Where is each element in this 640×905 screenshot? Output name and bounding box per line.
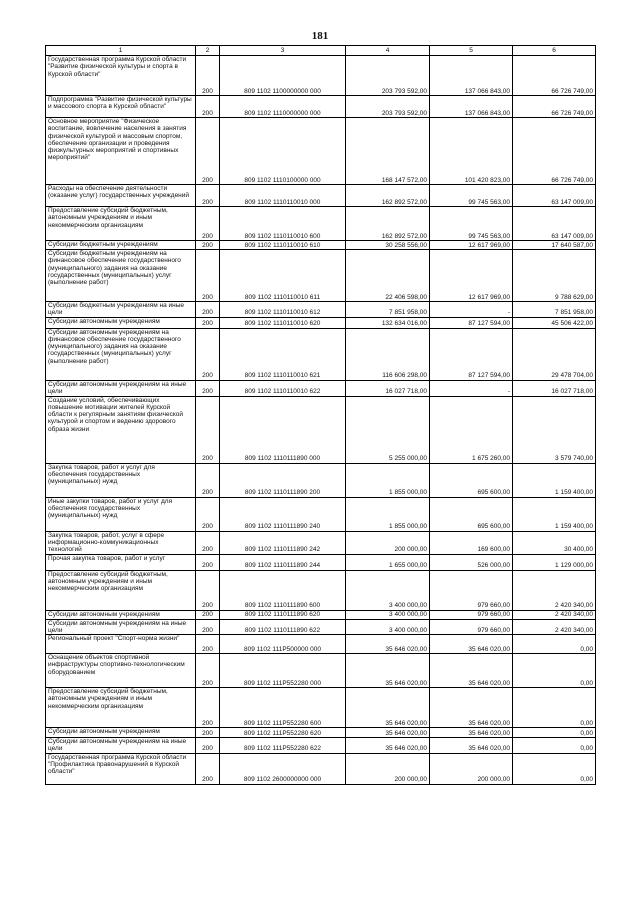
row-classification-code: 809 1102 1110110010 611	[220, 250, 346, 302]
row-name: Создание условий, обеспечивающих повышение мотивации жителей Курской области к регулярным занятиям физической культурой и спортом и ведению здорового образа жизни	[46, 396, 196, 463]
row-value-3: 66 726 749,00	[513, 56, 596, 96]
row-line-code: 200	[196, 328, 220, 380]
table-row	[46, 185, 596, 207]
row-value-3: 1 159 400,00	[513, 497, 596, 531]
table-row	[46, 738, 596, 754]
row-value-1: 5 255 000,00	[346, 396, 430, 463]
row-classification-code: 809 1102 1110111890 200	[220, 463, 346, 497]
row-value-2: 169 600,00	[430, 531, 513, 554]
row-value-1: 203 793 592,00	[346, 56, 430, 96]
row-name: Оснащение объектов спортивной инфраструктуры спортивно-технологическим оборудованием	[46, 654, 196, 688]
row-line-code: 200	[196, 56, 220, 96]
row-name: Субсидии автономным учреждениям на иные цели	[46, 619, 196, 635]
row-line-code: 200	[196, 302, 220, 318]
column-header: 3	[220, 46, 346, 56]
row-name: Основное мероприятие "Физическое воспитание, вовлечение населения в занятия физической культурой и массовым спортом, обеспечение организации и проведения физкультурных мероприятий и спортивных мероприятий"	[46, 118, 196, 185]
row-value-2: 1 675 260,00	[430, 396, 513, 463]
row-name: Субсидии автономным учреждениям	[46, 728, 196, 738]
row-classification-code: 809 1102 1110110010 622	[220, 380, 346, 396]
table-row	[46, 619, 596, 635]
row-classification-code: 809 1102 1110110010 612	[220, 302, 346, 318]
row-value-3: 29 478 704,00	[513, 328, 596, 380]
row-name: Региональный проект "Спорт-норма жизни"	[46, 635, 196, 654]
row-value-1: 162 892 572,00	[346, 207, 430, 241]
row-line-code: 200	[196, 118, 220, 185]
row-value-3: 63 147 009,00	[513, 207, 596, 241]
row-line-code: 200	[196, 619, 220, 635]
row-name: Предоставление субсидий бюджетным, автономным учреждениям и иным некоммерческим организациям	[46, 207, 196, 241]
row-value-2: 695 600,00	[430, 497, 513, 531]
row-line-code: 200	[196, 396, 220, 463]
row-line-code: 200	[196, 635, 220, 654]
row-value-2: 87 127 594,00	[430, 328, 513, 380]
row-value-1: 200 000,00	[346, 753, 430, 784]
row-value-3: 1 159 400,00	[513, 463, 596, 497]
row-value-2: 35 646 020,00	[430, 688, 513, 728]
row-classification-code: 809 1102 1110110010 000	[220, 185, 346, 207]
row-line-code: 200	[196, 570, 220, 610]
table-header-row	[46, 46, 596, 56]
row-name: Субсидии автономным учреждениям на финансовое обеспечение государственного (муниципального) задания на оказание государственных (муниципальных) услуг (выполнение работ)	[46, 328, 196, 380]
row-value-2: 12 617 969,00	[430, 241, 513, 250]
table-row	[46, 56, 596, 96]
table-row	[46, 317, 596, 328]
row-value-1: 22 406 598,00	[346, 250, 430, 302]
table-row	[46, 96, 596, 118]
table-row	[46, 531, 596, 554]
row-line-code: 200	[196, 463, 220, 497]
row-value-1: 132 634 016,00	[346, 317, 430, 328]
column-header: 5	[430, 46, 513, 56]
row-value-2: 526 000,00	[430, 554, 513, 570]
row-value-2: 35 646 020,00	[430, 738, 513, 754]
row-classification-code: 809 1102 1110000000 000	[220, 96, 346, 118]
row-value-3: 0,00	[513, 688, 596, 728]
row-line-code: 200	[196, 497, 220, 531]
table-row	[46, 728, 596, 738]
table-row	[46, 396, 596, 463]
row-value-2: -	[430, 302, 513, 318]
budget-table	[45, 45, 596, 785]
row-value-2: 87 127 594,00	[430, 317, 513, 328]
row-value-1: 1 855 000,00	[346, 497, 430, 531]
row-line-code: 200	[196, 241, 220, 250]
row-value-1: 168 147 572,00	[346, 118, 430, 185]
row-value-1: 35 646 020,00	[346, 738, 430, 754]
row-line-code: 200	[196, 738, 220, 754]
row-value-1: 30 258 556,00	[346, 241, 430, 250]
row-value-2: 137 066 843,00	[430, 56, 513, 96]
column-header: 2	[196, 46, 220, 56]
table-row	[46, 241, 596, 250]
row-name: Субсидии автономным учреждениям	[46, 317, 196, 328]
table-row	[46, 250, 596, 302]
table-row	[46, 654, 596, 688]
table-row	[46, 302, 596, 318]
row-line-code: 200	[196, 688, 220, 728]
row-line-code: 200	[196, 185, 220, 207]
row-value-1: 7 851 958,00	[346, 302, 430, 318]
table-row	[46, 497, 596, 531]
column-header: 1	[46, 46, 196, 56]
row-value-3: 45 506 422,00	[513, 317, 596, 328]
row-name: Государственная программа Курской области "Профилактика правонарушений в Курской области"	[46, 753, 196, 784]
page-number: 181	[311, 30, 329, 42]
row-value-2: 695 600,00	[430, 463, 513, 497]
row-classification-code: 809 1102 111P552280 620	[220, 728, 346, 738]
row-value-3: 0,00	[513, 635, 596, 654]
table-row	[46, 463, 596, 497]
row-line-code: 200	[196, 554, 220, 570]
row-value-2: 12 617 969,00	[430, 250, 513, 302]
row-value-3: 7 851 958,00	[513, 302, 596, 318]
row-classification-code: 809 1102 111P500000 000	[220, 635, 346, 654]
row-classification-code: 809 1102 111P552280 000	[220, 654, 346, 688]
row-value-3: 3 579 740,00	[513, 396, 596, 463]
table-row	[46, 118, 596, 185]
row-value-1: 1 655 000,00	[346, 554, 430, 570]
row-name: Закупка товаров, работ и услуг для обеспечения государственных (муниципальных) нужд	[46, 463, 196, 497]
row-value-3: 0,00	[513, 738, 596, 754]
row-classification-code: 809 1102 1110110010 600	[220, 207, 346, 241]
row-value-3: 2 420 340,00	[513, 619, 596, 635]
row-value-2: 979 660,00	[430, 619, 513, 635]
table-row	[46, 554, 596, 570]
row-name: Иные закупки товаров, работ и услуг для обеспечения государственных (муниципальных) нужд	[46, 497, 196, 531]
row-value-3: 2 420 340,00	[513, 610, 596, 619]
row-name: Субсидии бюджетным учреждениям на финансовое обеспечение государственного (муниципального) задания на оказание государственных (муниципальных) услуг (выполнение работ)	[46, 250, 196, 302]
row-line-code: 200	[196, 207, 220, 241]
row-value-2: 99 745 563,00	[430, 207, 513, 241]
row-name: Субсидии бюджетным учреждениям на иные цели	[46, 302, 196, 318]
row-classification-code: 809 1102 1110100000 000	[220, 118, 346, 185]
row-value-1: 35 646 020,00	[346, 635, 430, 654]
table-row	[46, 380, 596, 396]
row-classification-code: 809 1102 1110110010 620	[220, 317, 346, 328]
row-value-3: 66 726 749,00	[513, 96, 596, 118]
row-value-3: 66 726 749,00	[513, 118, 596, 185]
row-value-3: 17 640 587,00	[513, 241, 596, 250]
row-line-code: 200	[196, 610, 220, 619]
row-value-3: 0,00	[513, 728, 596, 738]
row-classification-code: 809 1102 1100000000 000	[220, 56, 346, 96]
table-row	[46, 635, 596, 654]
row-name: Прочая закупка товаров, работ и услуг	[46, 554, 196, 570]
row-value-3: 0,00	[513, 654, 596, 688]
row-classification-code: 809 1102 1110111890 000	[220, 396, 346, 463]
row-classification-code: 809 1102 1110110010 610	[220, 241, 346, 250]
row-value-2: 35 646 020,00	[430, 635, 513, 654]
row-value-3: 16 027 718,00	[513, 380, 596, 396]
row-line-code: 200	[196, 317, 220, 328]
row-value-2: -	[430, 380, 513, 396]
row-classification-code: 809 1102 1110111890 242	[220, 531, 346, 554]
row-value-1: 203 793 592,00	[346, 96, 430, 118]
row-line-code: 200	[196, 753, 220, 784]
row-value-3: 0,00	[513, 753, 596, 784]
table-row	[46, 207, 596, 241]
row-name: Предоставление субсидий бюджетным, автономным учреждениям и иным некоммерческим организациям	[46, 570, 196, 610]
row-classification-code: 809 1102 1110111890 240	[220, 497, 346, 531]
row-value-1: 16 027 718,00	[346, 380, 430, 396]
row-line-code: 200	[196, 531, 220, 554]
row-value-2: 979 660,00	[430, 610, 513, 619]
row-classification-code: 809 1102 1110111890 600	[220, 570, 346, 610]
row-classification-code: 809 1102 2600000000 000	[220, 753, 346, 784]
table-row	[46, 610, 596, 619]
row-value-1: 116 606 298,00	[346, 328, 430, 380]
row-name: Предоставление субсидий бюджетным, автономным учреждениям и иным некоммерческим организациям	[46, 688, 196, 728]
row-value-1: 3 400 000,00	[346, 619, 430, 635]
row-value-1: 3 400 000,00	[346, 610, 430, 619]
row-value-3: 2 420 340,00	[513, 570, 596, 610]
row-classification-code: 809 1102 111P552280 622	[220, 738, 346, 754]
row-classification-code: 809 1102 1110111890 622	[220, 619, 346, 635]
row-value-2: 200 000,00	[430, 753, 513, 784]
row-name: Субсидии автономным учреждениям	[46, 610, 196, 619]
table-row	[46, 753, 596, 784]
row-value-1: 35 646 020,00	[346, 688, 430, 728]
row-name: Подпрограмма "Развитие физической культуры и массового спорта в Курской области"	[46, 96, 196, 118]
row-value-2: 35 646 020,00	[430, 654, 513, 688]
row-value-1: 3 400 000,00	[346, 570, 430, 610]
column-header: 4	[346, 46, 430, 56]
row-value-2: 101 420 823,00	[430, 118, 513, 185]
row-classification-code: 809 1102 1110110010 621	[220, 328, 346, 380]
row-classification-code: 809 1102 1110111890 244	[220, 554, 346, 570]
row-name: Государственная программа Курской области "Развитие физической культуры и спорта в Курской области"	[46, 56, 196, 96]
column-header: 6	[513, 46, 596, 56]
row-value-3: 1 129 000,00	[513, 554, 596, 570]
row-value-2: 137 066 843,00	[430, 96, 513, 118]
row-value-2: 35 646 020,00	[430, 728, 513, 738]
row-value-2: 979 660,00	[430, 570, 513, 610]
row-value-1: 162 892 572,00	[346, 185, 430, 207]
row-line-code: 200	[196, 654, 220, 688]
row-value-1: 35 646 020,00	[346, 654, 430, 688]
row-name: Расходы на обеспечение деятельности (оказание услуг) государственных учреждений	[46, 185, 196, 207]
row-value-3: 9 788 629,00	[513, 250, 596, 302]
row-line-code: 200	[196, 96, 220, 118]
table-row	[46, 570, 596, 610]
row-name: Субсидии автономным учреждениям на иные цели	[46, 738, 196, 754]
row-name: Субсидии автономным учреждениям на иные цели	[46, 380, 196, 396]
row-line-code: 200	[196, 250, 220, 302]
row-line-code: 200	[196, 380, 220, 396]
row-line-code: 200	[196, 728, 220, 738]
row-classification-code: 809 1102 111P552280 600	[220, 688, 346, 728]
row-value-3: 63 147 009,00	[513, 185, 596, 207]
row-name: Закупка товаров, работ, услуг в сфере информационно-коммуникационных технологий	[46, 531, 196, 554]
row-value-1: 1 855 000,00	[346, 463, 430, 497]
row-value-1: 200 000,00	[346, 531, 430, 554]
row-name: Субсидии бюджетным учреждениям	[46, 241, 196, 250]
row-value-1: 35 646 020,00	[346, 728, 430, 738]
row-value-3: 30 400,00	[513, 531, 596, 554]
row-value-2: 99 745 563,00	[430, 185, 513, 207]
table-row	[46, 688, 596, 728]
table-row	[46, 328, 596, 380]
row-classification-code: 809 1102 1110111890 620	[220, 610, 346, 619]
